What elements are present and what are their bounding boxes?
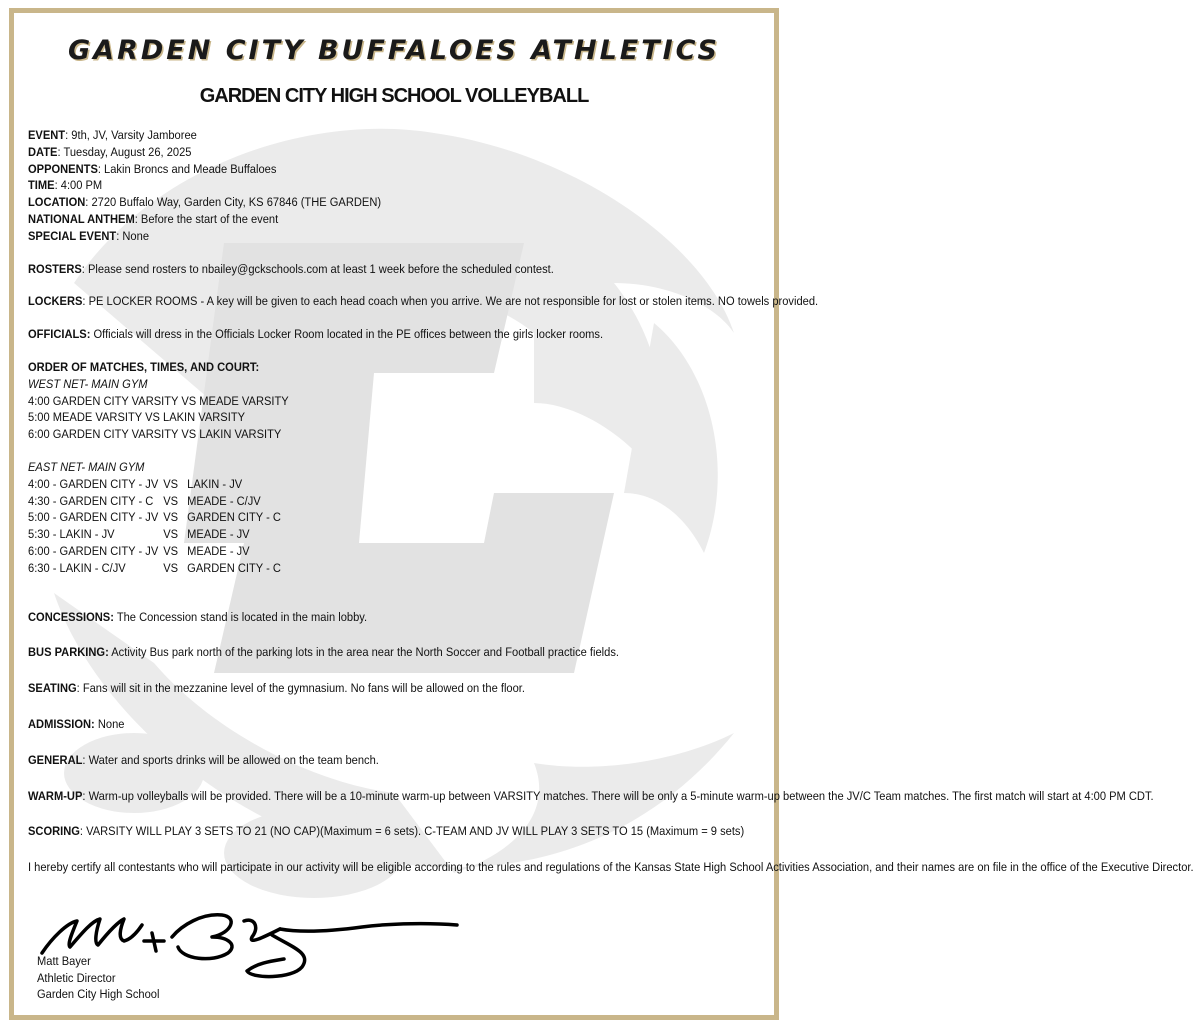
lockers-value: : PE LOCKER ROOMS - A key will be given to each head coach when you arrive. We are not responsible for lost or stolen items. NO towels provided. bbox=[82, 294, 819, 309]
concessions-line bbox=[28, 609, 709, 626]
east-match-left: 4:30 - GARDEN CITY - C bbox=[28, 493, 154, 508]
signer-name: Matt Bayer bbox=[37, 954, 91, 968]
page-subtitle: GARDEN CITY HIGH SCHOOL VOLLEYBALL bbox=[199, 85, 589, 107]
east-match-right: LAKIN - JV bbox=[187, 476, 243, 491]
anthem-label: NATIONAL ANTHEM bbox=[28, 211, 135, 226]
scoring-value: : VARSITY WILL PLAY 3 SETS TO 21 (NO CAP)(Maximum = 6 sets). C-TEAM AND JV WILL PLAY 3 SETS TO 15 (Maximum = 9 sets) bbox=[79, 824, 745, 839]
seating-label: SEATING bbox=[28, 681, 77, 696]
east-match-right: MEADE - JV bbox=[187, 527, 250, 542]
east-match-left: 4:00 - GARDEN CITY - JV bbox=[28, 476, 159, 491]
east-match bbox=[28, 543, 709, 560]
east-match bbox=[28, 476, 709, 493]
scoring-line bbox=[28, 823, 745, 840]
admission-value: None bbox=[94, 716, 125, 731]
warmup-label: WARM-UP bbox=[28, 788, 83, 803]
scoring-label: SCORING bbox=[28, 824, 80, 839]
lockers-label: LOCKERS bbox=[28, 294, 83, 309]
special-event-label: SPECIAL EVENT bbox=[28, 228, 117, 243]
east-match-vs: VS bbox=[163, 493, 179, 508]
general-line bbox=[28, 752, 709, 769]
page-frame bbox=[9, 8, 1194, 1020]
time-line bbox=[28, 177, 709, 194]
warmup-value: : Warm-up volleyballs will be provided. There will be a 10-minute warm-up between VARSITY matches. There will be only a 5-minute warm-up between the JV/C Team matches. The first match will start at 4:00 PM CDT. bbox=[82, 788, 1154, 803]
time-value: : 4:00 PM bbox=[54, 178, 103, 193]
east-match-vs: VS bbox=[163, 543, 179, 558]
anthem-value: : Before the start of the event bbox=[134, 211, 279, 226]
east-match-right: GARDEN CITY - C bbox=[187, 560, 281, 575]
certification-text: I hereby certify all contestants who will participate in our activity will be eligible according to the rules and regulations of the Kansas State High School Activities Association, and their names are on file in the office of the Executive Director. bbox=[28, 860, 1194, 875]
seating-value: : Fans will sit in the mezzanine level of the gymnasium. No fans will be allowed on the floor. bbox=[76, 681, 526, 696]
east-match-right: MEADE - JV bbox=[187, 543, 250, 558]
west-match: 5:00 MEADE VARSITY VS LAKIN VARSITY bbox=[28, 410, 246, 425]
lockers-line bbox=[28, 293, 819, 310]
east-match bbox=[28, 560, 709, 577]
east-match-vs: VS bbox=[163, 510, 179, 525]
event-value: : 9th, JV, Varsity Jamboree bbox=[65, 128, 197, 142]
opponents-line bbox=[28, 161, 709, 178]
time-label: TIME bbox=[28, 178, 55, 193]
date-line bbox=[28, 144, 709, 161]
general-label: GENERAL bbox=[28, 752, 83, 767]
east-match-right: GARDEN CITY - C bbox=[187, 510, 281, 525]
order-heading bbox=[28, 359, 709, 376]
event-label: EVENT bbox=[28, 128, 66, 142]
west-net-label: WEST NET- MAIN GYM bbox=[28, 376, 148, 391]
special-event-value: : None bbox=[116, 228, 150, 243]
east-match-left: 5:30 - LAKIN - JV bbox=[28, 527, 115, 542]
east-match-left: 5:00 - GARDEN CITY - JV bbox=[28, 510, 159, 525]
page-title: GARDEN CITY BUFFALOES ATHLETICS bbox=[68, 35, 720, 66]
bus-parking-value: Activity Bus park north of the parking lots in the area near the North Soccer and Football practice fields. bbox=[108, 645, 619, 660]
location-value: : 2720 Buffalo Way, Garden City, KS 67846 (THE GARDEN) bbox=[85, 195, 382, 210]
east-match-vs: VS bbox=[163, 560, 179, 575]
event-details bbox=[28, 127, 1194, 876]
officials-value: Officials will dress in the Officials Locker Room located in the PE offices between the girls locker rooms. bbox=[90, 327, 604, 342]
east-match bbox=[28, 509, 709, 526]
west-match: 4:00 GARDEN CITY VARSITY VS MEADE VARSITY bbox=[28, 393, 289, 408]
signer-title: Athletic Director bbox=[37, 970, 116, 985]
location-line bbox=[28, 194, 709, 211]
bus-parking-label: BUS PARKING: bbox=[28, 645, 109, 660]
seating-line bbox=[28, 680, 709, 697]
rosters-value: : Please send rosters to nbailey@gckschools.com at least 1 week before the scheduled contest. bbox=[81, 261, 554, 276]
date-label: DATE bbox=[28, 144, 58, 159]
east-match-vs: VS bbox=[163, 527, 179, 542]
date-value: : Tuesday, August 26, 2025 bbox=[57, 144, 192, 159]
event-line bbox=[28, 127, 709, 144]
east-match bbox=[28, 493, 709, 510]
concessions-label: CONCESSIONS: bbox=[28, 609, 114, 624]
admission-label: ADMISSION: bbox=[28, 716, 95, 731]
admission-line bbox=[28, 716, 709, 733]
east-match-vs: VS bbox=[163, 476, 179, 491]
officials-label: OFFICIALS: bbox=[28, 327, 91, 342]
anthem-line bbox=[28, 211, 709, 228]
west-match: 6:00 GARDEN CITY VARSITY VS LAKIN VARSITY bbox=[28, 427, 282, 442]
east-net-label: EAST NET- MAIN GYM bbox=[28, 459, 145, 474]
signer-school: Garden City High School bbox=[37, 987, 160, 1002]
rosters-line bbox=[28, 261, 709, 278]
east-match-left: 6:00 - GARDEN CITY - JV bbox=[28, 543, 159, 558]
order-heading-text: ORDER OF MATCHES, TIMES, AND COURT: bbox=[28, 359, 260, 374]
officials-line bbox=[28, 326, 709, 343]
rosters-label: ROSTERS bbox=[28, 261, 82, 276]
east-match-right: MEADE - C/JV bbox=[187, 493, 261, 508]
east-match-left: 6:30 - LAKIN - C/JV bbox=[28, 560, 126, 575]
opponents-label: OPPONENTS bbox=[28, 161, 98, 176]
special-event-line bbox=[28, 228, 709, 245]
location-label: LOCATION bbox=[28, 195, 86, 210]
signature-block bbox=[37, 953, 159, 1003]
bus-parking-line bbox=[28, 644, 709, 661]
opponents-value: : Lakin Broncs and Meade Buffaloes bbox=[97, 161, 277, 176]
east-match bbox=[28, 526, 709, 543]
warmup-line bbox=[28, 788, 1154, 805]
general-value: : Water and sports drinks will be allowed on the team bench. bbox=[82, 752, 379, 767]
concessions-value: The Concession stand is located in the main lobby. bbox=[113, 609, 368, 624]
